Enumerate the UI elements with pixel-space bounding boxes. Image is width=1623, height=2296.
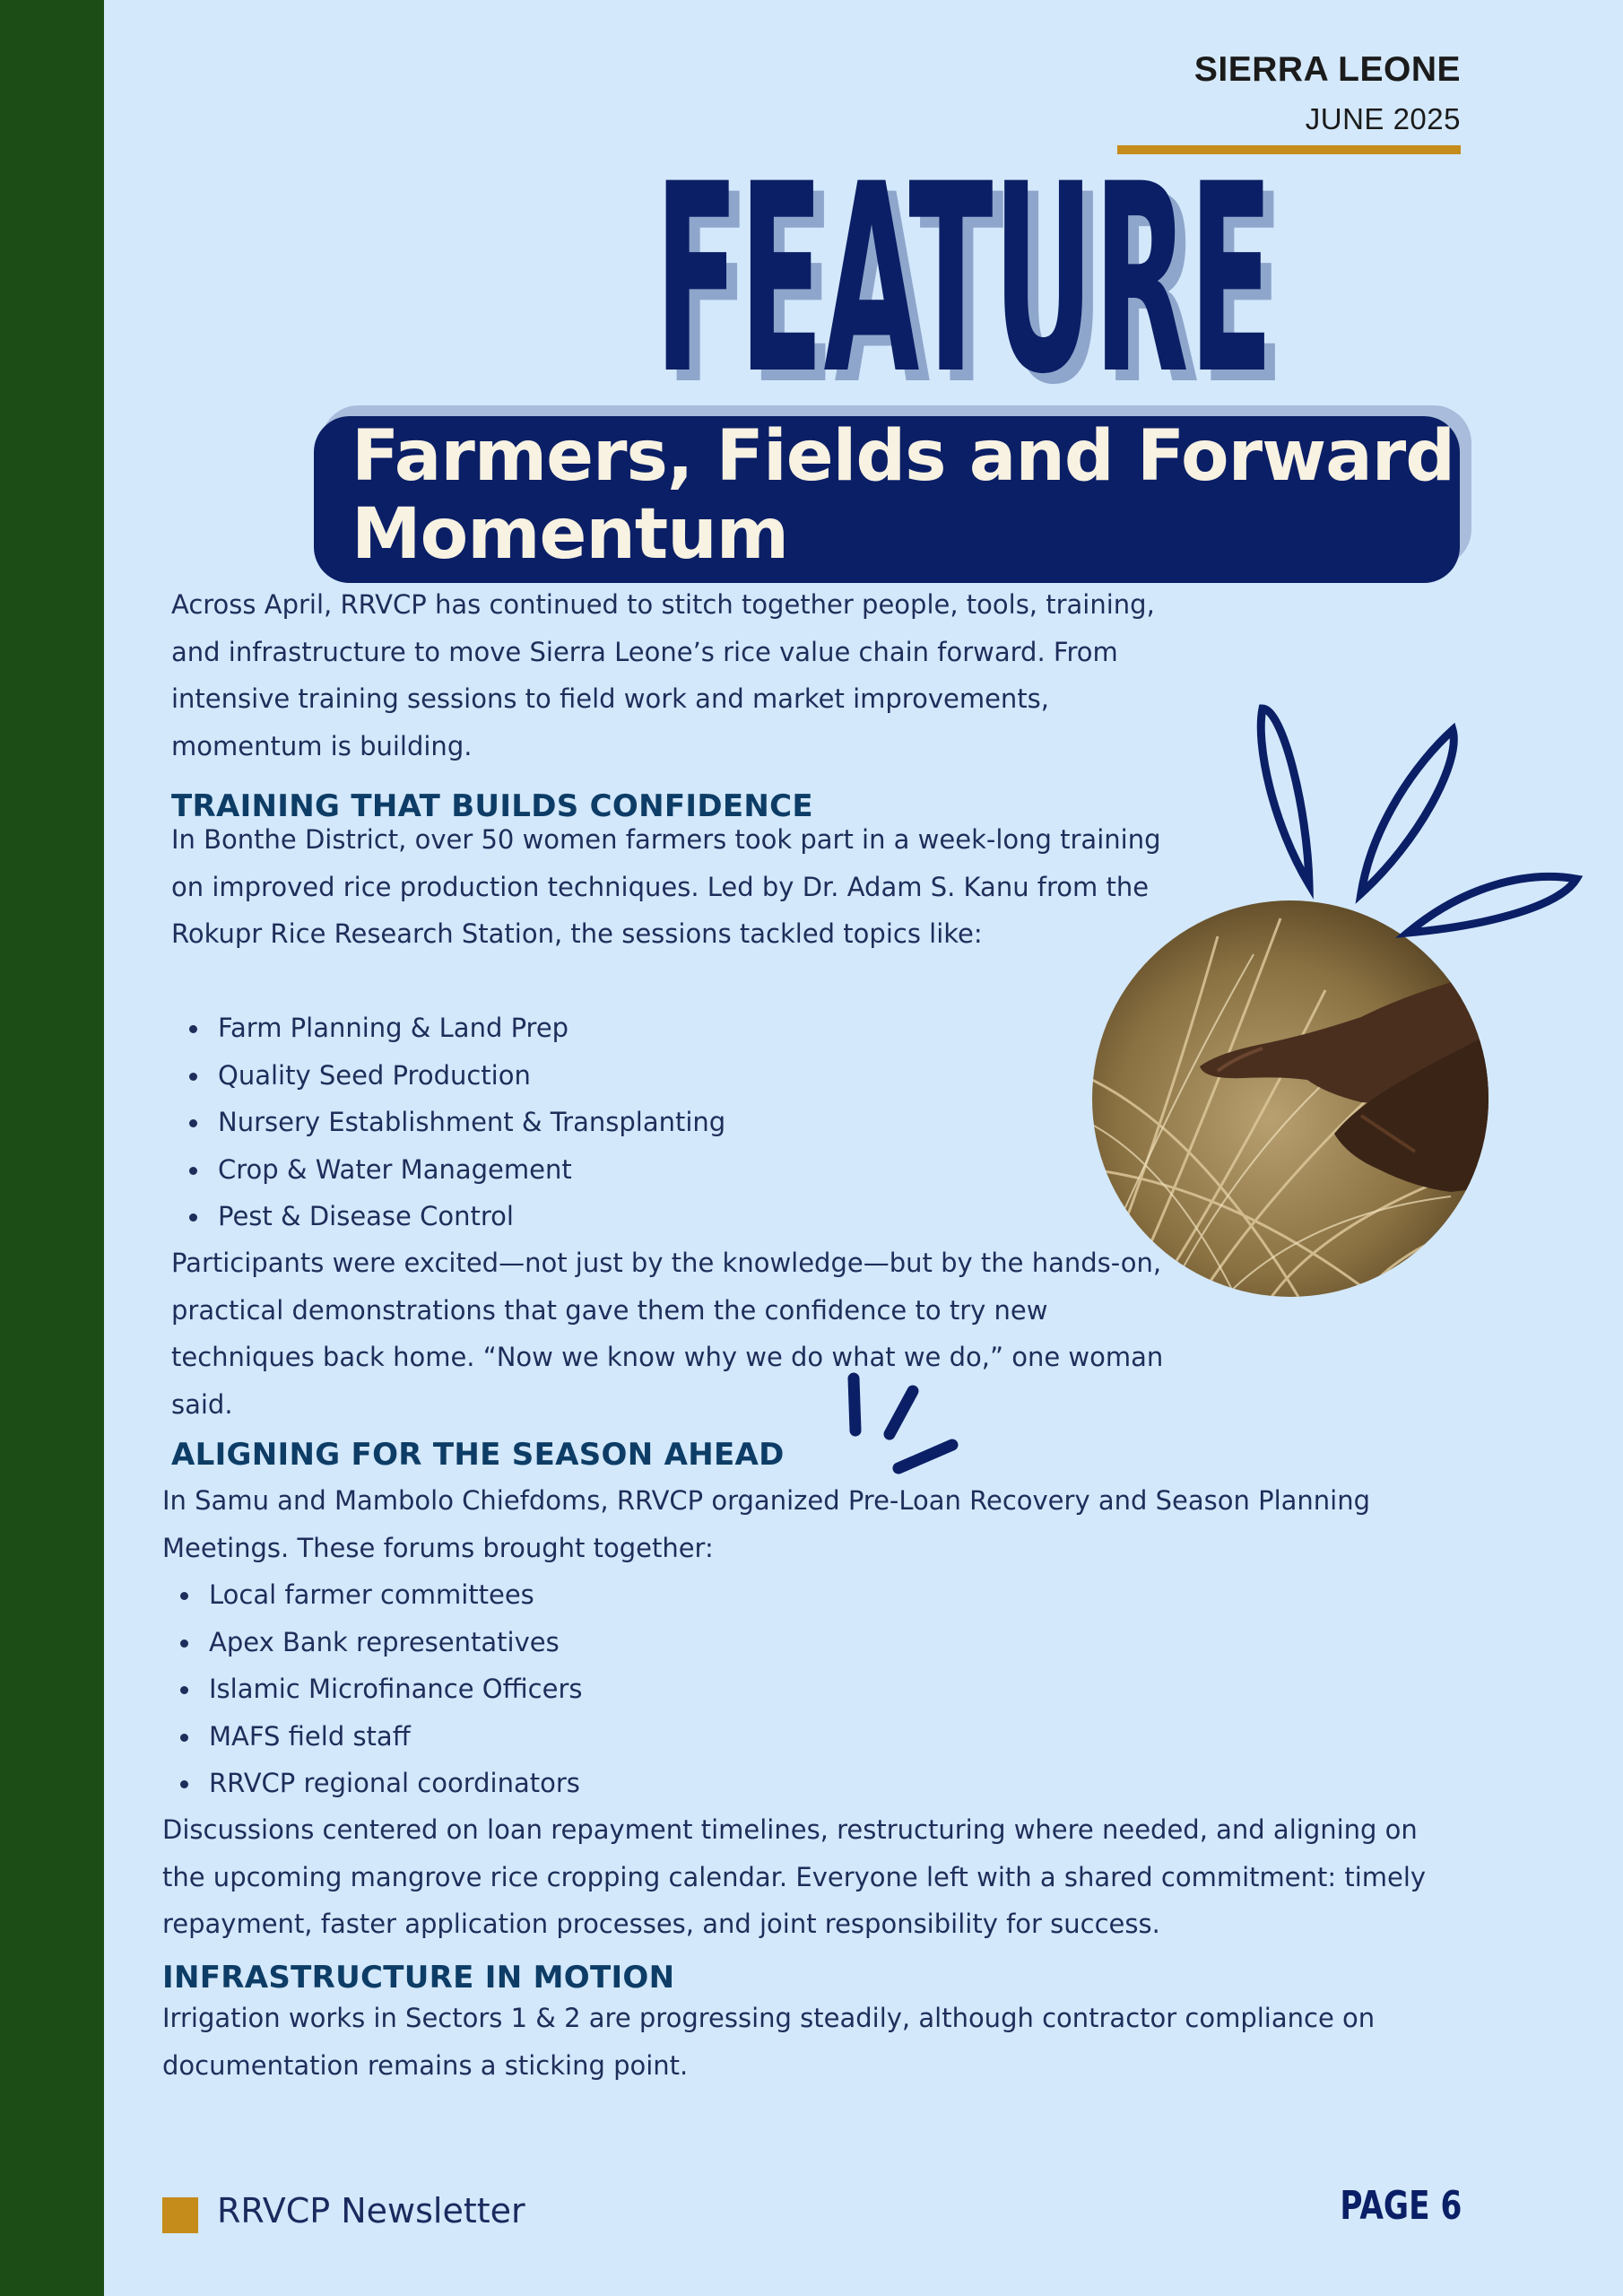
- section-heading-infrastructure: INFRASTRUCTURE IN MOTION: [162, 1960, 675, 1996]
- article-title: Farmers, Fields and Forward Momentum: [352, 416, 1455, 575]
- training-topics-list: [171, 1004, 978, 1240]
- training-closing-paragraph: Participants were excited—not just by the knowledge—but by the hands-on, practical demonstrations that gave them the confidence to try new techniques back home. “Now we know why we do what we do,” one woman said.: [171, 1248, 1164, 1420]
- footer-newsletter-name: RRVCP Newsletter: [217, 2191, 525, 2231]
- rice-harvest-photo: [1092, 900, 1488, 1297]
- season-participants-list: [162, 1571, 969, 1807]
- header-country: SIERRA LEONE: [1193, 50, 1461, 89]
- feature-heading-text: FEATURE: [655, 170, 1273, 395]
- infrastructure-paragraph: Irrigation works in Sectors 1 & 2 are progressing steadily, although contractor compliance on documentation remains a sticking point.: [162, 2003, 1376, 2081]
- intro-paragraph: Across April, RRVCP has continued to stitch together people, tools, training, and infrastructure to move Sierra Leone’s rice value chain forward. From intensive training sessions to field work and market improvements, momentum is building.: [171, 589, 1155, 761]
- list-item: RRVCP regional coordinators: [162, 1760, 969, 1807]
- season-paragraph: In Samu and Mambolo Chiefdoms, RRVCP organized Pre-Loan Recovery and Season Planning Meetings. These forums brought together:: [162, 1485, 1370, 1563]
- training-paragraph: In Bonthe District, over 50 women farmers took part in a week-long training on improved rice production techniques. Led by Dr. Adam S. Kanu from the Rokupr Rice Research Station, the sessions tackled topics like:: [171, 824, 1161, 949]
- header-rule: [1117, 145, 1461, 154]
- accent-dash-doodle-icon: [834, 1359, 968, 1480]
- list-item: Pest & Disease Control: [171, 1193, 978, 1240]
- section-heading-season: ALIGNING FOR THE SEASON AHEAD: [171, 1437, 785, 1473]
- list-item: Local farmer committees: [162, 1571, 969, 1619]
- footer-square-icon: [162, 2197, 198, 2233]
- list-item: MAFS field staff: [162, 1713, 969, 1761]
- feature-heading: [538, 170, 1390, 395]
- list-item: Islamic Microfinance Officers: [162, 1665, 969, 1713]
- list-item: Apex Bank representatives: [162, 1619, 969, 1666]
- list-item: Nursery Establishment & Transplanting: [171, 1099, 978, 1146]
- season-closing-paragraph: Discussions centered on loan repayment timelines, restructuring where needed, and aligning on the upcoming mangrove rice cropping calendar. Everyone left with a shared commitment: timely repayment, faster application processes, and joint responsibility for success.: [162, 1814, 1427, 1939]
- header-date: JUNE 2025: [1305, 102, 1461, 135]
- section-heading-training: TRAINING THAT BUILDS CONFIDENCE: [171, 788, 813, 824]
- leaf-doodle-icon: [1228, 691, 1587, 960]
- sidebar-stripe: [0, 0, 104, 2296]
- feature-heading-shadow: FEATURE: [665, 170, 1284, 395]
- page-number: PAGE 6: [1339, 2183, 1462, 2229]
- list-item: Farm Planning & Land Prep: [171, 1004, 978, 1052]
- list-item: Quality Seed Production: [171, 1052, 978, 1100]
- list-item: Crop & Water Management: [171, 1146, 978, 1194]
